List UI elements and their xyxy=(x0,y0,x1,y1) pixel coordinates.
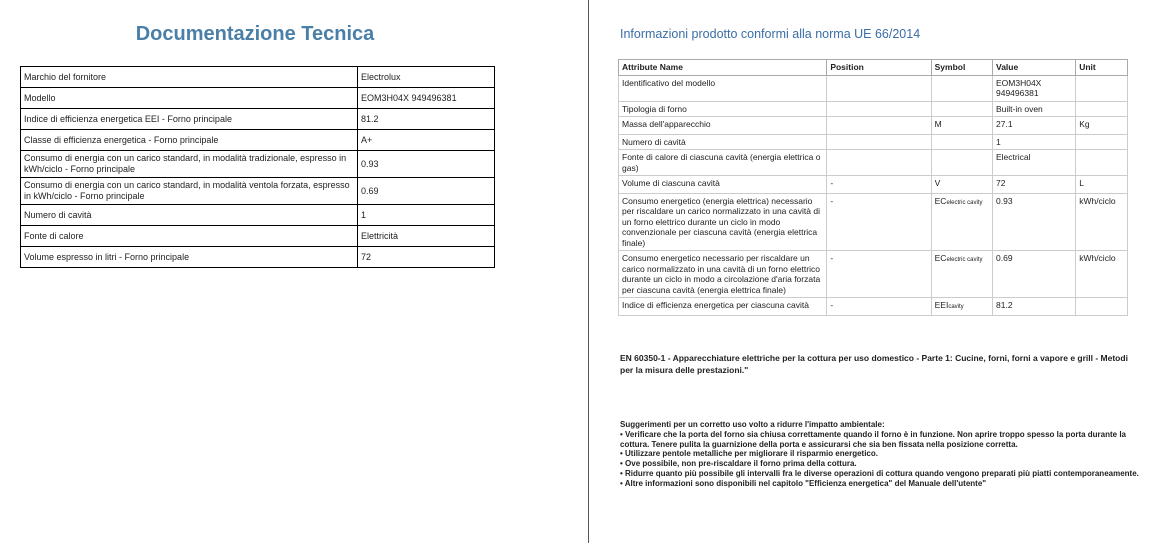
cell-position: - xyxy=(827,298,931,316)
suggestion-item: • Ove possibile, non pre-riscaldare il forno prima della cottura. xyxy=(620,459,857,469)
table-row xyxy=(619,101,1128,117)
header-position: Position xyxy=(827,60,931,76)
suggestion-item: • Verificare che la porta del forno sia chiusa correttamente quando il forno è in funzione. Non aprire troppo spesso la porta durante la cottura. Tenere pulita la guarnizione della porta e assicurarsi che sia ben fissata nella posizione corretta. xyxy=(620,429,1127,449)
cell-attribute: Tipologia di forno xyxy=(619,101,827,117)
cell-unit: Kg xyxy=(1076,117,1128,135)
table-row xyxy=(619,134,1128,150)
symbol-main: EC xyxy=(934,253,947,263)
table-row xyxy=(619,117,1128,135)
cell-attribute: Indice di efficienza energetica per ciascuna cavità xyxy=(619,298,827,316)
cell-unit xyxy=(1076,134,1128,150)
cell-symbol xyxy=(931,176,992,194)
cell-symbol xyxy=(931,134,992,150)
table-row xyxy=(619,298,1128,316)
row-key: Marchio del fornitore xyxy=(21,67,358,88)
cell-value: Electrical xyxy=(993,150,1076,176)
cell-symbol xyxy=(931,150,992,176)
suggestion-item: • Ridurre quanto più possibile gli intervalli fra le diverse operazioni di cottura quando vengono preparati più piatti contemporaneamente. xyxy=(620,468,1139,478)
cell-position: - xyxy=(827,193,931,251)
cell-value: 81.2 xyxy=(993,298,1076,316)
section-title: Informazioni prodotto conformi alla norma UE 66/2014 xyxy=(620,27,921,41)
cell-attribute: Identificativo del modello xyxy=(619,75,827,101)
row-value: A+ xyxy=(358,130,495,151)
symbol-main: EC xyxy=(934,195,947,206)
cell-symbol xyxy=(931,117,992,135)
symbol-subscript: electric cavity xyxy=(946,199,983,206)
symbol-main: EEI xyxy=(934,300,949,310)
symbol-main: V xyxy=(934,178,941,188)
row-key: Numero di cavità xyxy=(21,205,358,226)
cell-unit xyxy=(1076,298,1128,316)
table-row xyxy=(619,251,1128,298)
cell-symbol xyxy=(931,75,992,101)
row-value: EOM3H04X 949496381 xyxy=(358,88,495,109)
row-value: 81.2 xyxy=(358,109,495,130)
table-row xyxy=(21,205,495,226)
cell-value: 27.1 xyxy=(993,117,1076,135)
cell-position xyxy=(827,134,931,150)
row-key: Consumo di energia con un carico standard, in modalità ventola forzata, espresso in kWh/ciclo - Forno principale xyxy=(21,178,358,205)
table-row xyxy=(21,247,495,268)
cell-attribute: Fonte di calore di ciascuna cavità (energia elettrica o gas) xyxy=(619,150,827,176)
cell-position xyxy=(827,150,931,176)
table-row xyxy=(21,109,495,130)
norm-reference: EN 60350-1 - Apparecchiature elettriche per la cottura per uso domestico - Parte 1: Cucine, forni, forni a vapore e grill - Metodi per la misura delle prestazioni." xyxy=(620,353,1128,375)
cell-unit xyxy=(1076,150,1128,176)
cell-position: - xyxy=(827,251,931,298)
table-row xyxy=(21,67,495,88)
row-value: 0.93 xyxy=(358,151,495,178)
row-key: Modello xyxy=(21,88,358,109)
row-value: 0.69 xyxy=(358,178,495,205)
cell-unit xyxy=(1076,101,1128,117)
cell-value: EOM3H04X 949496381 xyxy=(993,75,1076,101)
symbol-subscript: cavity xyxy=(948,304,964,310)
header-value: Value xyxy=(993,60,1076,76)
cell-symbol xyxy=(931,298,992,316)
page-divider xyxy=(588,0,589,543)
cell-position: - xyxy=(827,176,931,194)
suggestion-item: • Altre informazioni sono disponibili nel capitolo "Efficienza energetica" del Manuale dell'utente" xyxy=(620,478,987,488)
cell-position xyxy=(827,117,931,135)
cell-attribute: Massa dell'apparecchio xyxy=(619,117,827,135)
row-value: 72 xyxy=(358,247,495,268)
header-symbol: Symbol xyxy=(931,60,992,76)
row-key: Consumo di energia con un carico standard, in modalità tradizionale, espresso in kWh/ciclo - Forno principale xyxy=(21,151,358,178)
table-row xyxy=(21,178,495,205)
cell-position xyxy=(827,101,931,117)
table-row xyxy=(21,226,495,247)
symbol-main: M xyxy=(934,119,942,129)
table-row xyxy=(21,88,495,109)
symbol-subscript: electric cavity xyxy=(946,257,983,263)
cell-attribute: Numero di cavità xyxy=(619,134,827,150)
table-row xyxy=(619,193,1128,251)
cell-symbol xyxy=(931,193,992,251)
header-unit: Unit xyxy=(1076,60,1128,76)
cell-unit xyxy=(1076,75,1128,101)
row-key: Volume espresso in litri - Forno principale xyxy=(21,247,358,268)
eu-info-table xyxy=(618,59,1128,316)
row-value: Electrolux xyxy=(358,67,495,88)
cell-value: 0.93 xyxy=(993,193,1076,251)
header-attribute: Attribute Name xyxy=(619,60,827,76)
cell-attribute: Consumo energetico necessario per riscaldare un carico normalizzato in una cavità di un forno elettrico durante un ciclo in modo a circolazione d'aria forzata per ciascuna cavità (energia elettrica finale) xyxy=(619,251,827,298)
table-row xyxy=(619,75,1128,101)
row-key: Fonte di calore xyxy=(21,226,358,247)
cell-unit: L xyxy=(1076,176,1128,194)
cell-value: 1 xyxy=(993,134,1076,150)
cell-unit: kWh/ciclo xyxy=(1076,193,1128,251)
suggestions-title: Suggerimenti per un corretto uso volto a ridurre l'impatto ambientale: xyxy=(620,420,885,429)
right-page xyxy=(590,0,1156,543)
table-row xyxy=(619,150,1128,176)
suggestions-block xyxy=(620,420,1145,489)
row-value: 1 xyxy=(358,205,495,226)
cell-symbol xyxy=(931,101,992,117)
cell-value: Built-in oven xyxy=(993,101,1076,117)
suggestion-item: • Utilizzare pentole metalliche per migliorare il risparmio energetico. xyxy=(620,449,878,459)
cell-symbol xyxy=(931,251,992,298)
table-row xyxy=(619,176,1128,194)
row-value: Elettricità xyxy=(358,226,495,247)
cell-position xyxy=(827,75,931,101)
technical-table xyxy=(20,66,495,268)
cell-attribute: Consumo energetico (energia elettrica) necessario per riscaldare un carico normalizzato in una cavità di un forno elettrico durante un ciclo in modo convenzionale per ciascuna cavità (energia elettrica finale) xyxy=(619,193,827,251)
table-header-row xyxy=(619,60,1128,76)
cell-value: 72 xyxy=(993,176,1076,194)
row-key: Indice di efficienza energetica EEI - Forno principale xyxy=(21,109,358,130)
cell-unit: kWh/ciclo xyxy=(1076,251,1128,298)
row-key: Classe di efficienza energetica - Forno principale xyxy=(21,130,358,151)
cell-value: 0.69 xyxy=(993,251,1076,298)
cell-attribute: Volume di ciascuna cavità xyxy=(619,176,827,194)
table-row xyxy=(21,130,495,151)
table-row xyxy=(21,151,495,178)
page-title: Documentazione Tecnica xyxy=(135,23,375,45)
